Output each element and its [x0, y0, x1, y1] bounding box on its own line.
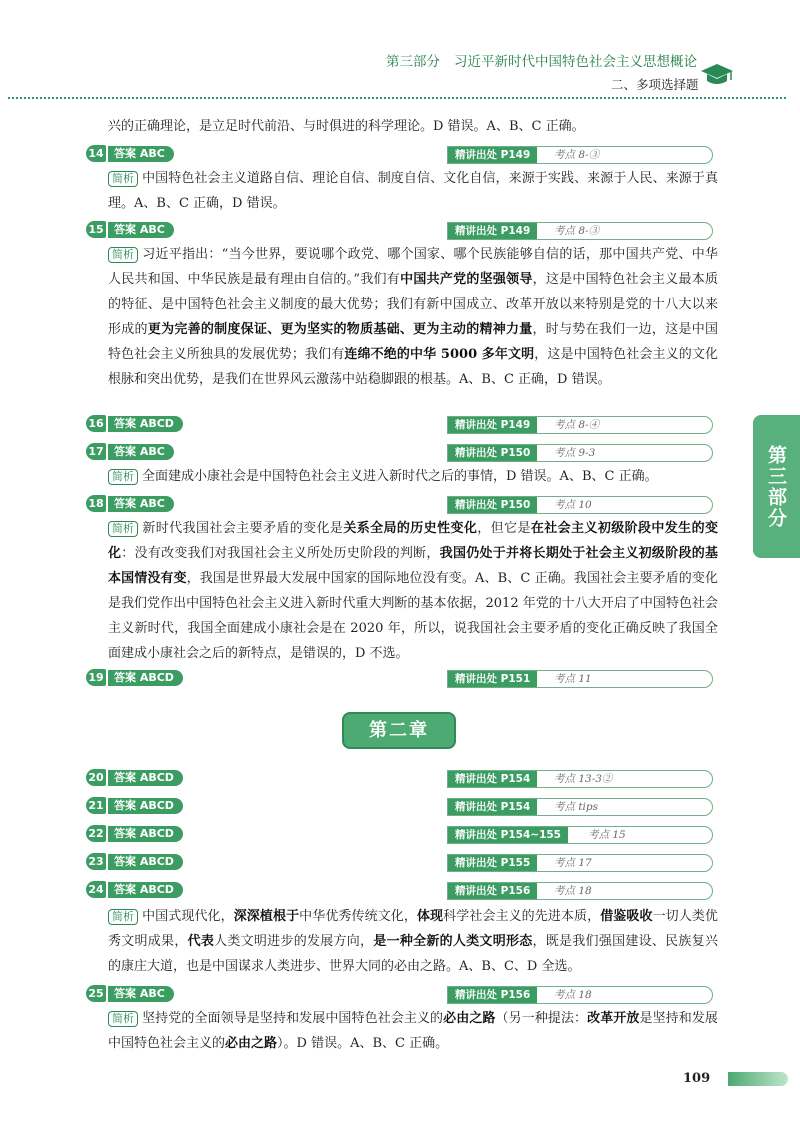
exam-point: 考点 10: [554, 499, 592, 511]
source-box: [447, 798, 713, 816]
source-label: 精讲出处 P154: [448, 771, 537, 787]
answer-badge: 答案 ABC: [108, 444, 174, 460]
source-box: [447, 146, 713, 164]
page-number: 109: [683, 1071, 711, 1086]
source-box: [447, 444, 713, 462]
question-number: 15: [86, 221, 106, 238]
exam-point: 考点 15: [588, 829, 626, 841]
page-number-bar: [728, 1072, 788, 1086]
question-number: 23: [86, 853, 106, 870]
answer-row-14: [86, 144, 716, 164]
answer-badge: 答案 ABC: [108, 986, 174, 1002]
question-number: 17: [86, 443, 106, 460]
question-number: 18: [86, 495, 106, 512]
answer-badge: 答案 ABCD: [108, 826, 183, 842]
answer-badge: 答案 ABC: [108, 222, 174, 238]
exam-point: 考点 18: [554, 885, 592, 897]
exam-point: 考点 11: [554, 673, 592, 685]
exam-point: 考点 13-3②: [554, 773, 613, 785]
exam-point: 考点 8-③: [554, 149, 600, 161]
intro-text: 兴的正确理论，是立足时代前沿、与时俱进的科学理论。D 错误。A、B、C 正确。: [108, 119, 585, 134]
exam-point: 考点 8-③: [554, 225, 600, 237]
question-number: 19: [86, 669, 106, 686]
source-box: [447, 670, 713, 688]
source-label: 精讲出处 P150: [448, 445, 537, 461]
answer-row-15: [86, 220, 716, 240]
header-part: 第三部分: [386, 54, 440, 70]
side-tab-part3: 第三部分: [753, 415, 800, 558]
source-box: [447, 770, 713, 788]
answer-badge: 答案 ABCD: [108, 770, 183, 786]
header-title: 习近平新时代中国特色社会主义思想概论: [454, 54, 697, 70]
source-label: 精讲出处 P149: [448, 417, 537, 433]
question-number: 22: [86, 825, 106, 842]
source-label: 精讲出处 P155: [448, 855, 537, 871]
header-divider: [8, 97, 786, 99]
source-label: 精讲出处 P156: [448, 987, 537, 1003]
answer-row-16: [86, 414, 716, 434]
answer-row-22: [86, 824, 716, 844]
analysis-15: 简析 习近平指出：“当今世界，要说哪个政党、哪个国家、哪个民族能够自信的话，那中国共产党、中华人民共和国、中华民族是最有理由自信的。”我们有中国共产党的坚强领导，这是中国特色社会主义最本质的特征、是中国特色社会主义制度的最大优势；我们有新中国成立、改革开放以来特别是党的十八大以来形成的更为完善的制度保证、更为坚实的物质基础、更为主动的精神力量，时与势在我们一边，这是中国特色社会主义所独具的发展优势；我们有连绵不绝的中华 5000 多年文明，这是中国特色社会主义的文化根脉和突出优势，是我们在世界风云激荡中站稳脚跟的根基。A、B、C 正确，D 错误。: [108, 247, 718, 387]
source-box: [447, 416, 713, 434]
answer-badge: 答案 ABCD: [108, 670, 183, 686]
source-label: 精讲出处 P149: [448, 147, 537, 163]
source-box: [447, 854, 713, 872]
question-number: 24: [86, 881, 106, 898]
graduation-cap-icon: [700, 62, 734, 88]
answer-badge: 答案 ABC: [108, 496, 174, 512]
exam-point: 考点 18: [554, 989, 592, 1001]
question-number: 21: [86, 797, 106, 814]
question-number: 16: [86, 415, 106, 432]
source-label: 精讲出处 P150: [448, 497, 537, 513]
answer-row-17: [86, 442, 716, 462]
analysis-tag: 简析: [108, 521, 138, 537]
answer-badge: 答案 ABCD: [108, 416, 183, 432]
exam-point: 考点 9-3: [554, 447, 596, 459]
analysis-tag: 简析: [108, 247, 138, 263]
source-box: [447, 222, 713, 240]
analysis-25: 简析 坚持党的全面领导是坚持和发展中国特色社会主义的必由之路（另一种提法：改革开放是坚持和发展中国特色社会主义的必由之路）。D 错误。A、B、C 正确。: [108, 1011, 718, 1051]
answer-badge: 答案 ABCD: [108, 798, 183, 814]
header-subtitle: 二、多项选择题: [611, 77, 699, 92]
question-number: 14: [86, 145, 106, 162]
question-number: 25: [86, 985, 106, 1002]
answer-badge: 答案 ABC: [108, 146, 174, 162]
analysis-18: 简析 新时代我国社会主要矛盾的变化是关系全局的历史性变化，但它是在社会主义初级阶段中发生的变化：没有改变我们对我国社会主义所处历史阶段的判断，我国仍处于并将长期处于社会主义初级阶段的基本国情没有变，我国是世界最大发展中国家的国际地位没有变。A、B、C 正确。我国社会主要矛盾的变化是我们党作出中国特色社会主义进入新时代重大判断的基本依据，2012 年党的十八大开启了中国特色社会主义新时代，我国全面建成小康社会是在 2020 年，所以，说我国社会主要矛盾的变化正确反映了我国全面建成小康社会之后的新特点，是错误的，D 不选。: [108, 521, 718, 661]
chapter-heading: 第二章: [342, 712, 456, 749]
answer-row-25: [86, 984, 716, 1004]
exam-point: 考点 8-④: [554, 419, 600, 431]
source-label: 精讲出处 P154~155: [448, 827, 568, 843]
header-title-line: [386, 50, 711, 70]
answer-row-23: [86, 852, 716, 872]
exam-point: 考点 tips: [554, 801, 599, 813]
analysis-tag: 简析: [108, 171, 138, 187]
answer-row-20: [86, 768, 716, 788]
exam-point: 考点 17: [554, 857, 592, 869]
analysis-14: 简析 中国特色社会主义道路自信、理论自信、制度自信、文化自信，来源于实践、来源于人民、来源于真理。A、B、C 正确，D 错误。: [108, 171, 718, 211]
source-label: 精讲出处 P156: [448, 883, 537, 899]
source-box: [447, 496, 713, 514]
question-number: 20: [86, 769, 106, 786]
answer-row-21: [86, 796, 716, 816]
analysis-tag: 简析: [108, 469, 138, 485]
source-box: [447, 826, 713, 844]
source-box: [447, 986, 713, 1004]
source-label: 精讲出处 P151: [448, 671, 537, 687]
analysis-24: 简析 中国式现代化，深深植根于中华优秀传统文化，体现科学社会主义的先进本质，借鉴吸收一切人类优秀文明成果，代表人类文明进步的发展方向，是一种全新的人类文明形态，既是我们强国建设、民族复兴的康庄大道，也是中国谋求人类进步、世界大同的必由之路。A、B、C、D 全选。: [108, 909, 718, 974]
analysis-tag: 简析: [108, 1011, 138, 1027]
source-label: 精讲出处 P154: [448, 799, 537, 815]
source-box: [447, 882, 713, 900]
answer-badge: 答案 ABCD: [108, 882, 183, 898]
source-label: 精讲出处 P149: [448, 223, 537, 239]
answer-badge: 答案 ABCD: [108, 854, 183, 870]
answer-row-18: [86, 494, 716, 514]
answer-row-24: [86, 880, 716, 900]
analysis-17: 简析 全面建成小康社会是中国特色社会主义进入新时代之后的事情，D 错误。A、B、C 正确。: [108, 464, 718, 489]
answer-row-19: [86, 668, 716, 688]
analysis-tag: 简析: [108, 909, 138, 925]
